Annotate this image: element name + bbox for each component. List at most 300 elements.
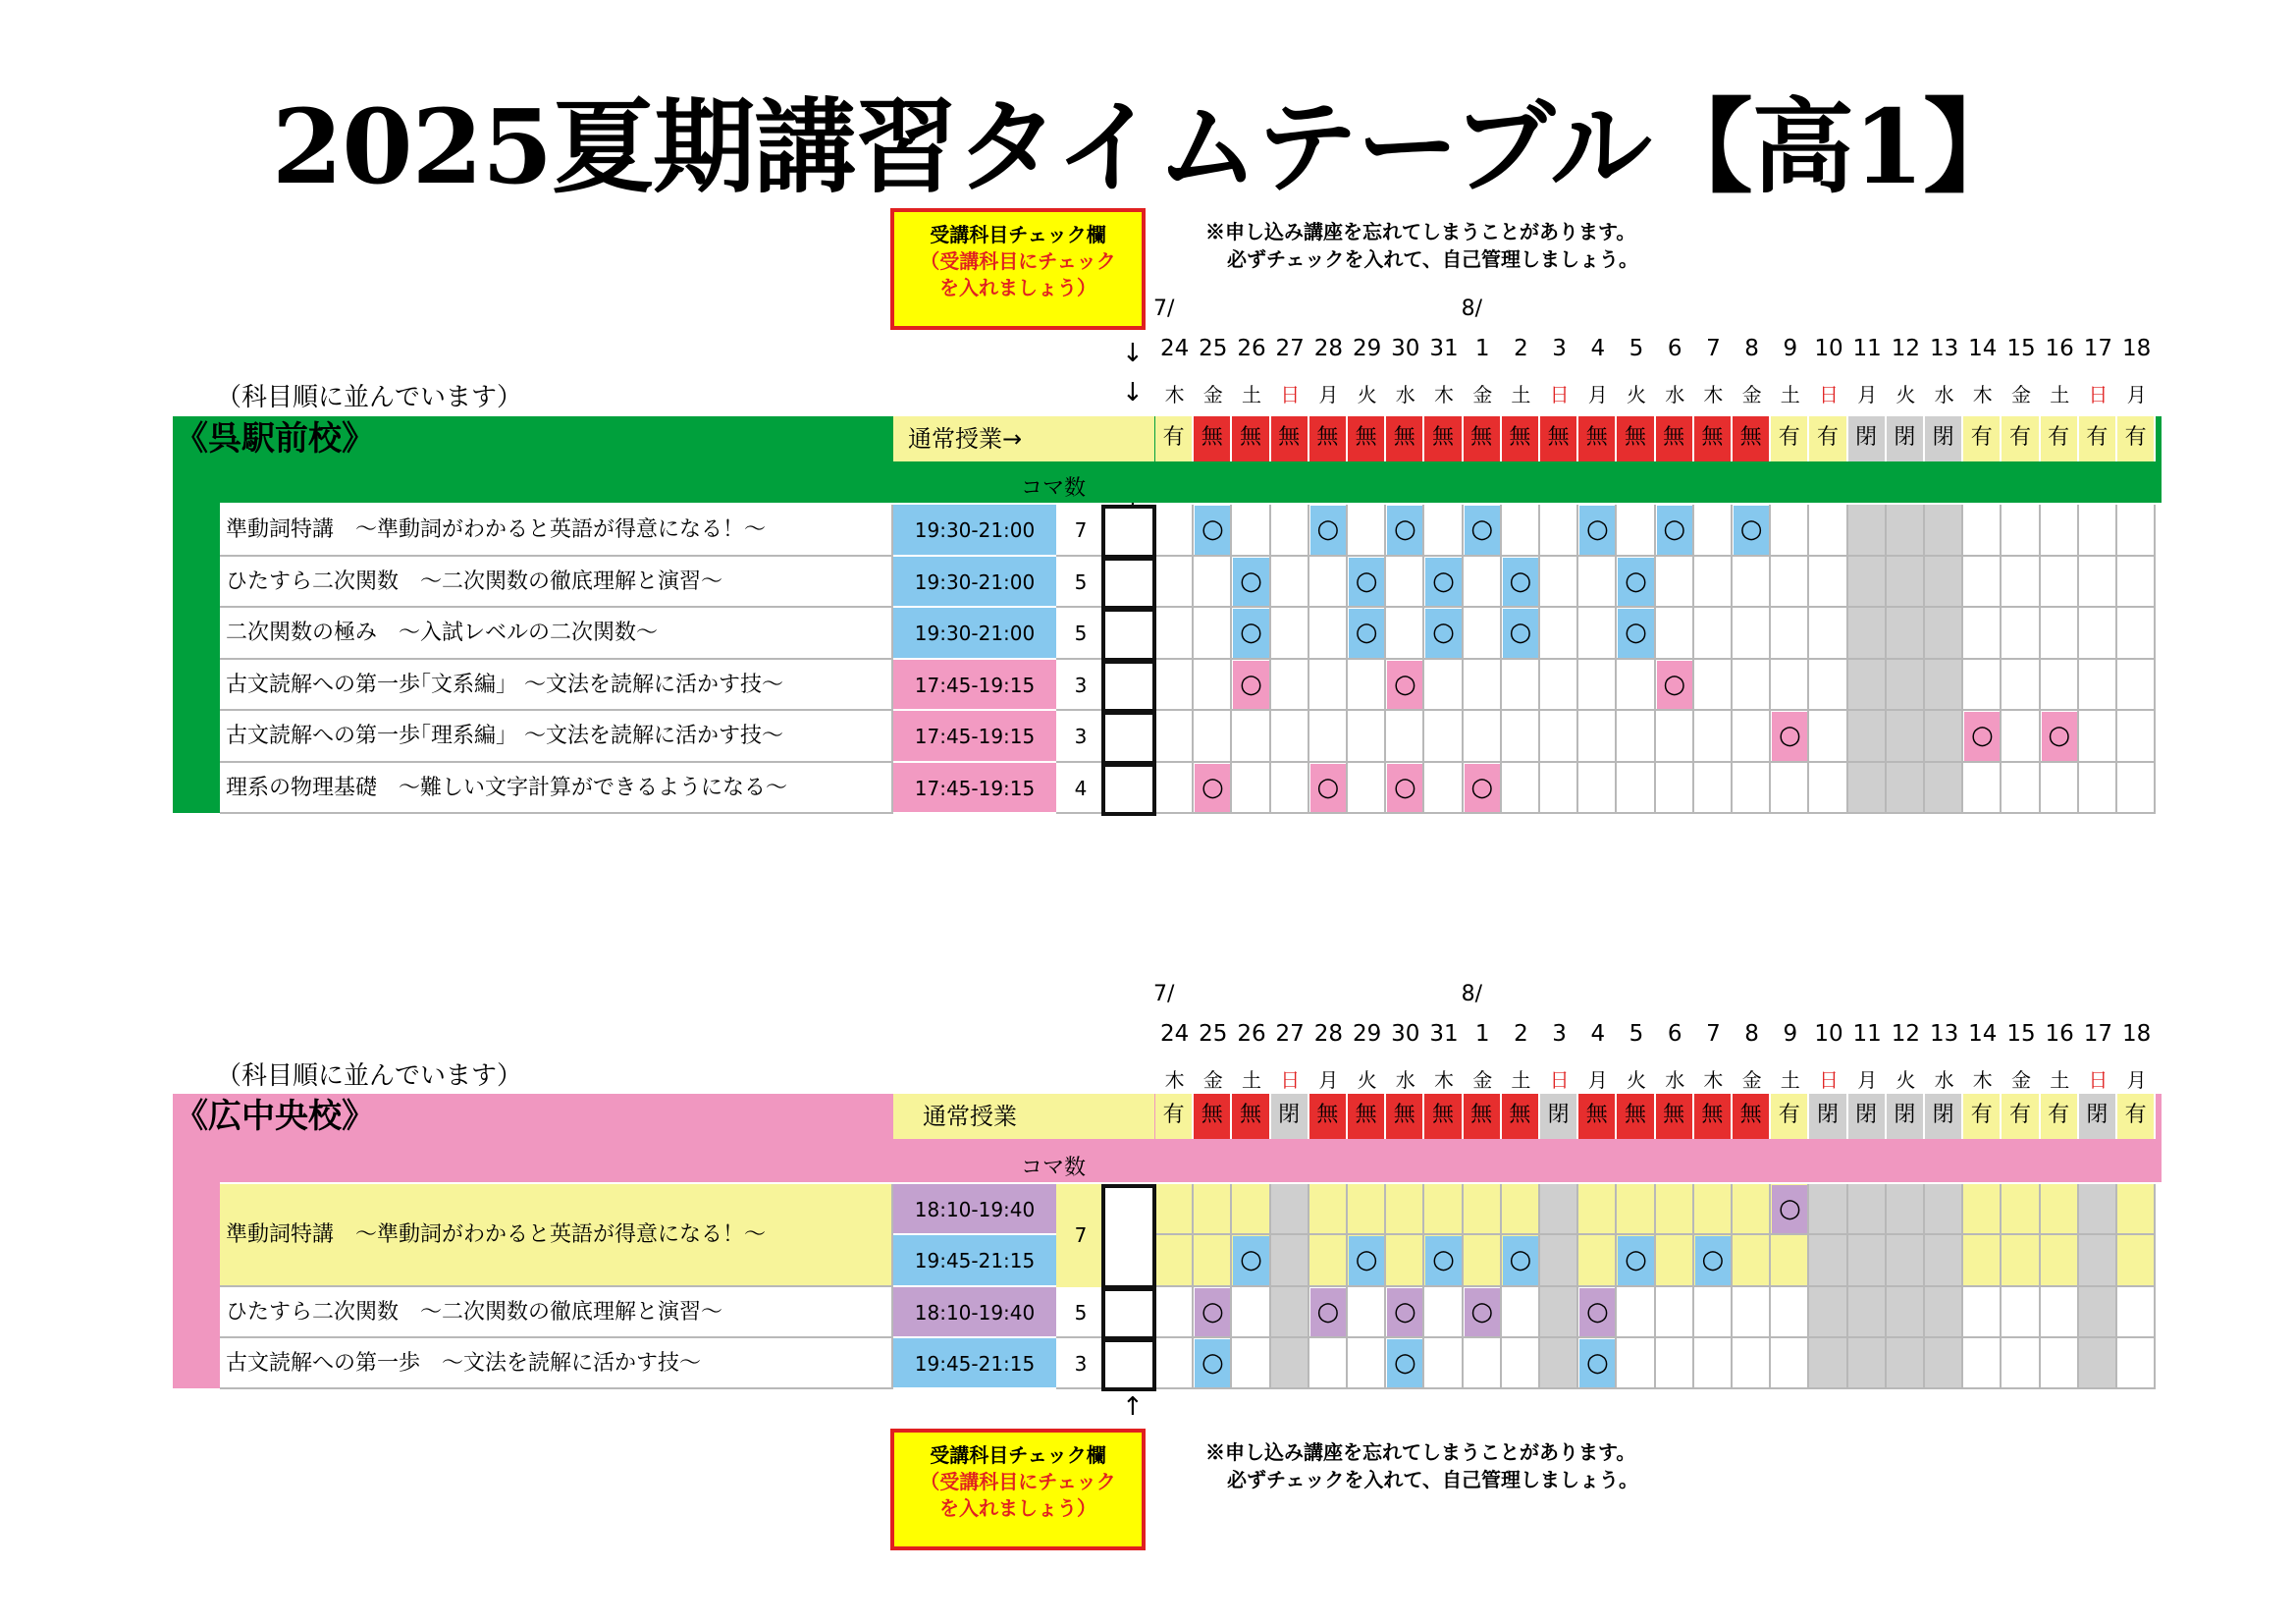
grid-cell [1656,763,1694,815]
grid-cell [1617,660,1655,712]
grid-cell [2117,763,2156,815]
grid-cell [1540,1184,1578,1235]
campus-side-bar-hiro [173,1182,220,1388]
weekday-header: 月 [1857,383,1878,406]
weekday-header: 金 [1202,383,1223,406]
grid-cell [1925,557,1963,609]
grid-cell [1617,1338,1655,1389]
course-time: 17:45-19:15 [893,660,1056,712]
weekday-header: 金 [1472,383,1493,406]
grid-cell [2002,1287,2040,1338]
grid-cell [1694,505,1733,557]
campus-side-bar-kure [173,503,220,813]
weekday-header: 土 [2050,1068,2070,1092]
weekday-header: 火 [1626,383,1646,406]
session-mark: ○ [1195,506,1230,555]
grid-cell [1424,1338,1463,1389]
course-check-box[interactable] [1101,763,1156,817]
grid-cell [1232,1338,1270,1389]
campus-name: 《広中央校》 [175,1097,375,1136]
grid-cell [1925,1287,1963,1338]
status-cell: 無 [1424,1094,1463,1139]
weekday-header: 木 [1972,383,1993,406]
grid-cell [2079,711,2117,763]
grid-cell [1194,608,1232,660]
status-cell: 無 [1578,416,1617,461]
status-cell: 閉 [1271,1094,1309,1139]
status-cell: 無 [1694,416,1733,461]
grid-cell [1424,711,1463,763]
grid-cell [1464,557,1502,609]
grid-cell [1271,763,1309,815]
grid-cell [1271,711,1309,763]
grid-cell [1617,711,1655,763]
grid-cell [1771,608,1809,660]
grid-cell [1578,763,1617,815]
grid-cell [1348,1338,1386,1389]
session-mark: ○ [1465,506,1500,555]
check-note-line1: 受講科目チェック欄 [930,1443,1106,1467]
grid-cell [1578,711,1617,763]
weekday-header: 火 [1357,383,1377,406]
grid-cell [1771,1235,1809,1286]
weekday-header: 月 [1587,1068,1608,1092]
weekday-header: 水 [1665,383,1685,406]
date-header: 8 [1744,1021,1759,1047]
course-check-box[interactable] [1101,505,1156,559]
grid-cell [1887,557,1925,609]
grid-cell [1809,608,1847,660]
weekday-header: 火 [1626,1068,1646,1092]
course-time: 18:10-19:40 [893,1184,1056,1235]
reminder-line2: 必ずチェックを入れて、自己管理しましょう。 [1227,1468,1638,1491]
session-mark: ○ [1387,1339,1422,1387]
grid-cell [1809,505,1847,557]
grid-cell [1887,608,1925,660]
grid-cell [1309,1338,1348,1389]
grid-cell [2117,1184,2156,1235]
status-cell: 無 [1617,1094,1655,1139]
status-cell: 有 [1771,1094,1809,1139]
order-note: （科目順に並んでいます） [216,1061,523,1091]
date-header: 9 [1783,336,1798,361]
status-cell: 無 [1271,416,1309,461]
course-time: 17:45-19:15 [893,763,1056,815]
grid-cell [1348,505,1386,557]
grid-cell [1271,1235,1309,1286]
check-note-line3: を入れましょう） [939,276,1096,299]
status-cell: 無 [1656,1094,1694,1139]
grid-cell [2079,608,2117,660]
grid-cell [2079,763,2117,815]
grid-cell [1348,711,1386,763]
course-check-box[interactable] [1101,1184,1156,1289]
session-mark: ○ [1465,1288,1500,1336]
date-header: 15 [2006,1021,2036,1047]
course-time: 19:30-21:00 [893,557,1056,609]
course-check-box[interactable] [1101,1338,1156,1391]
grid-cell [2002,763,2040,815]
grid-cell [1386,1235,1424,1286]
session-mark: ○ [1387,661,1422,710]
grid-cell [1502,505,1540,557]
session-mark: ○ [1195,1339,1230,1387]
grid-cell [1194,1184,1232,1235]
grid-cell [1617,1287,1655,1338]
weekday-header: 日 [1549,1068,1570,1092]
grid-cell [2117,660,2156,712]
course-koma: 3 [1056,711,1105,763]
course-check-box[interactable] [1101,711,1156,765]
session-mark: ○ [1387,1288,1422,1336]
date-header: 11 [1852,336,1882,361]
session-mark: ○ [1349,609,1384,658]
grid-cell [1271,557,1309,609]
grid-cell [1887,1184,1925,1235]
status-cell: 無 [1464,1094,1502,1139]
course-title: 準動詞特講 ～準動詞がわかると英語が得意になる！～ [220,505,893,557]
weekday-header: 土 [1780,1068,1800,1092]
date-header: 6 [1667,1021,1682,1047]
grid-cell [1887,1287,1925,1338]
date-header: 3 [1552,336,1567,361]
status-cell: 無 [1464,416,1502,461]
status-cell: 有 [2117,1094,2156,1139]
grid-cell [2079,505,2117,557]
grid-cell [1155,1287,1194,1338]
status-cell: 無 [1424,416,1463,461]
grid-cell [1309,1184,1348,1235]
grid-cell [1887,1338,1925,1389]
grid-cell [1963,557,2002,609]
grid-cell [1424,660,1463,712]
status-cell: 閉 [1848,1094,1887,1139]
course-title: 二次関数の極み ～入試レベルの二次関数～ [220,608,893,660]
grid-cell [1540,763,1578,815]
weekday-header: 月 [1587,383,1608,406]
date-header: 8 [1744,336,1759,361]
date-header: 27 [1275,336,1305,361]
grid-cell [1348,763,1386,815]
weekday-header: 木 [1703,1068,1724,1092]
weekday-header: 月 [1318,1068,1339,1092]
session-mark: ○ [1734,506,1769,555]
grid-cell [1155,1235,1194,1286]
grid-cell [1194,660,1232,712]
grid-cell [2002,1184,2040,1235]
grid-cell [1464,1338,1502,1389]
grid-cell [2041,1184,2079,1235]
grid-cell [1540,1287,1578,1338]
grid-cell [2079,1287,2117,1338]
grid-cell [1887,763,1925,815]
check-column-note [890,208,1146,330]
grid-cell [1348,1287,1386,1338]
grid-cell [2117,1235,2156,1286]
grid-cell [1155,711,1194,763]
grid-cell [1963,1184,2002,1235]
date-header: 10 [1814,1021,1843,1047]
weekday-header: 日 [1818,1068,1839,1092]
weekday-header: 土 [1511,383,1531,406]
grid-cell [2002,711,2040,763]
grid-cell [2002,505,2040,557]
status-cell: 無 [1309,416,1348,461]
grid-cell [1887,660,1925,712]
grid-cell [1464,711,1502,763]
session-mark: ○ [1425,558,1461,607]
status-cell: 無 [1502,1094,1540,1139]
weekday-header: 土 [2050,383,2070,406]
course-koma: 7 [1056,505,1105,557]
date-header: 25 [1199,1021,1228,1047]
grid-cell [1848,711,1887,763]
grid-cell [1578,557,1617,609]
up-arrow: ↑ [1122,1392,1144,1422]
date-header: 1 [1474,336,1490,361]
grid-cell [1809,1184,1847,1235]
grid-cell [1502,1287,1540,1338]
session-mark: ○ [1503,1236,1538,1284]
grid-cell [1155,1184,1194,1235]
grid-cell [1694,763,1733,815]
grid-cell [1963,660,2002,712]
grid-cell [1848,1287,1887,1338]
grid-cell [1694,1287,1733,1338]
weekday-header: 木 [1164,1068,1185,1092]
grid-cell [2002,557,2040,609]
status-cell: 閉 [1540,1094,1578,1139]
status-cell: 有 [1771,416,1809,461]
session-mark: ○ [1695,1236,1731,1284]
grid-cell [1232,505,1270,557]
grid-cell [1656,557,1694,609]
grid-cell [2079,1184,2117,1235]
grid-cell [1464,1184,1502,1235]
grid-cell [1348,1184,1386,1235]
course-check-box[interactable] [1101,1287,1156,1340]
grid-cell [2041,660,2079,712]
course-time: 19:30-21:00 [893,505,1056,557]
session-mark: ○ [1503,558,1538,607]
grid-cell [1809,1338,1847,1389]
grid-cell [1424,1287,1463,1338]
grid-cell [1194,1235,1232,1286]
date-header: 13 [1929,1021,1959,1047]
date-header: 30 [1391,1021,1420,1047]
grid-cell [1694,660,1733,712]
weekday-header: 日 [1818,383,1839,406]
date-header: 3 [1552,1021,1567,1047]
date-header: 5 [1629,336,1644,361]
session-mark: ○ [2042,712,2077,761]
grid-cell [1386,711,1424,763]
weekday-header: 金 [2010,1068,2031,1092]
grid-cell [2079,1338,2117,1389]
grid-cell [1771,557,1809,609]
grid-cell [1848,1235,1887,1286]
status-cell: 有 [1155,416,1194,461]
grid-cell [1733,711,1771,763]
session-mark: ○ [1579,1339,1615,1387]
course-title: 準動詞特講 ～準動詞がわかると英語が得意になる！～ [220,1184,893,1287]
grid-cell [1464,608,1502,660]
status-cell: 無 [1540,416,1578,461]
date-header: 26 [1237,336,1266,361]
grid-cell [1271,1184,1309,1235]
date-header: 17 [2083,1021,2113,1047]
status-cell: 有 [1155,1094,1194,1139]
koma-band-kure [173,461,2162,503]
grid-cell [1540,711,1578,763]
date-header: 25 [1199,336,1228,361]
grid-cell [1578,1235,1617,1286]
check-note-line2: （受講科目にチェック [920,1470,1116,1493]
date-header: 10 [1814,336,1843,361]
date-header: 18 [2121,336,2152,361]
month-label-july: 7/ [1153,982,1175,1006]
course-check-box[interactable] [1101,660,1156,714]
grid-cell [1540,1235,1578,1286]
grid-cell [2117,608,2156,660]
weekday-header: 木 [1703,383,1724,406]
weekday-header: 金 [2010,383,2031,406]
course-koma: 7 [1056,1184,1105,1287]
grid-cell [1925,711,1963,763]
weekday-header: 日 [2088,1068,2109,1092]
course-koma: 5 [1056,1287,1105,1338]
course-title: 古文読解への第一歩｢理系編」 ～文法を読解に活かす技～ [220,711,893,763]
weekday-header: 日 [1280,383,1301,406]
weekday-header: 水 [1934,383,1954,406]
course-koma: 3 [1056,1338,1105,1389]
date-header: 2 [1514,1021,1528,1047]
date-header: 14 [1968,336,1998,361]
grid-cell [1771,1338,1809,1389]
course-check-box[interactable] [1101,608,1156,662]
koma-band-hiro [173,1139,2162,1182]
grid-cell [1502,1184,1540,1235]
grid-cell [1540,660,1578,712]
grid-cell [1925,1338,1963,1389]
grid-cell [1963,1287,2002,1338]
grid-cell [1386,1184,1424,1235]
status-cell: 有 [1809,416,1847,461]
status-cell: 無 [1386,1094,1424,1139]
grid-cell [1694,711,1733,763]
check-column-note-bottom [890,1429,1146,1550]
grid-cell [1809,1287,1847,1338]
date-header: 4 [1590,1021,1606,1047]
session-mark: ○ [1425,609,1461,658]
weekday-header: 日 [1549,383,1570,406]
grid-cell [1271,1287,1309,1338]
status-cell: 閉 [1925,1094,1963,1139]
status-cell: 無 [1694,1094,1733,1139]
grid-cell [2041,505,2079,557]
weekday-header: 木 [1433,383,1454,406]
grid-cell [1733,557,1771,609]
grid-cell [1155,1338,1194,1389]
session-mark: ○ [1349,558,1384,607]
grid-cell [1848,608,1887,660]
grid-cell [1656,1287,1694,1338]
date-header: 12 [1891,336,1921,361]
date-header: 11 [1852,1021,1882,1047]
grid-cell [1848,1338,1887,1389]
grid-cell [1424,1184,1463,1235]
date-header: 28 [1313,1021,1344,1047]
grid-cell [2041,557,2079,609]
grid-cell [1771,660,1809,712]
status-cell: 無 [1617,416,1655,461]
date-header: 30 [1391,336,1420,361]
course-check-box[interactable] [1101,557,1156,611]
weekday-header: 金 [1472,1068,1493,1092]
grid-cell [1694,1184,1733,1235]
grid-cell [2002,1338,2040,1389]
status-cell: 無 [1232,416,1270,461]
grid-cell [1232,763,1270,815]
grid-cell [1194,557,1232,609]
weekday-header: 水 [1934,1068,1954,1092]
status-cell: 有 [2002,1094,2040,1139]
status-cell: 無 [1194,1094,1232,1139]
grid-cell [1771,505,1809,557]
check-note-line1: 受講科目チェック欄 [930,223,1106,246]
grid-cell [1271,1338,1309,1389]
grid-cell [1656,1235,1694,1286]
month-label-july: 7/ [1153,297,1175,321]
grid-cell [1963,505,2002,557]
grid-cell [1309,557,1348,609]
weekday-header: 木 [1164,383,1185,406]
status-cell: 無 [1232,1094,1270,1139]
normal-class-label: 通常授業→ [893,416,1154,461]
date-header: 31 [1429,1021,1459,1047]
grid-cell [1694,1338,1733,1389]
grid-cell [1309,660,1348,712]
date-header: 24 [1159,1021,1190,1047]
status-cell: 有 [2041,1094,2079,1139]
weekday-header: 日 [1280,1068,1301,1092]
session-mark: ○ [1233,661,1268,710]
date-header: 6 [1667,336,1682,361]
status-cell: 有 [1963,1094,2002,1139]
weekday-header: 木 [1433,1068,1454,1092]
weekday-header: 金 [1202,1068,1223,1092]
reminder-line2: 必ずチェックを入れて、自己管理しましょう。 [1227,247,1638,271]
course-time: 19:45-21:15 [893,1338,1056,1389]
date-header: 29 [1352,1021,1382,1047]
session-mark: ○ [1387,506,1422,555]
grid-cell [1502,660,1540,712]
grid-cell [1848,763,1887,815]
grid-cell [1656,608,1694,660]
grid-cell [1656,1338,1694,1389]
status-cell: 無 [1733,1094,1771,1139]
month-label-august: 8/ [1461,982,1483,1006]
weekday-header: 金 [1741,1068,1762,1092]
date-header: 9 [1783,1021,1798,1047]
weekday-header: 月 [1857,1068,1878,1092]
grid-cell [1194,711,1232,763]
date-header: 24 [1159,336,1190,361]
grid-cell [1848,1184,1887,1235]
reminder-line1: ※申し込み講座を忘れてしまうことがあります。 [1205,1440,1636,1464]
date-header: 29 [1352,336,1382,361]
weekday-header: 月 [1318,383,1339,406]
